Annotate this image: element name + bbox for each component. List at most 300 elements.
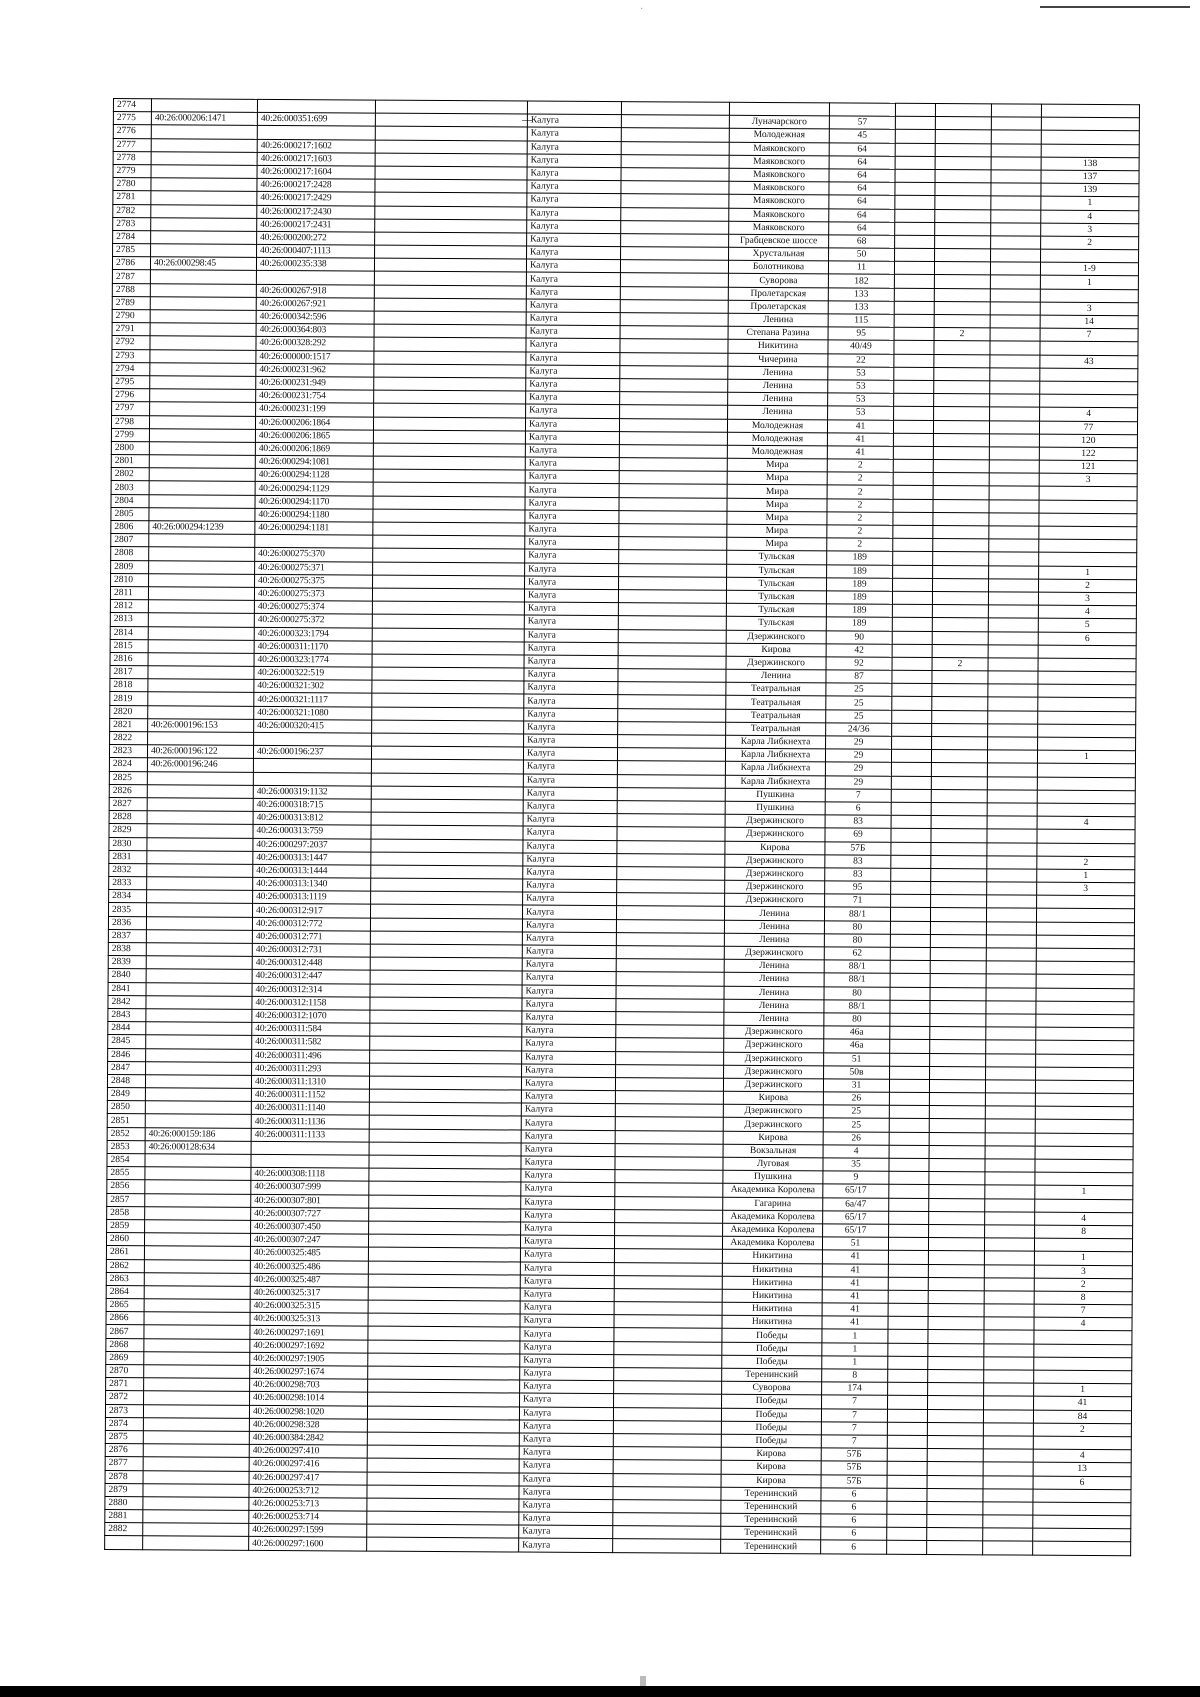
cadastral-number: 40:26:000298:1020 — [249, 1405, 367, 1419]
apartment-number: 1 — [1034, 1383, 1132, 1397]
row-number: 2822 — [110, 731, 148, 744]
city: Калуга — [520, 1248, 614, 1262]
cadastral-number: 40:26:000297:410 — [249, 1444, 367, 1458]
old-cadastral-number — [146, 1022, 252, 1036]
empty-cell — [889, 1171, 929, 1184]
street: Дзержинского — [724, 1039, 824, 1053]
empty-cell — [372, 614, 524, 628]
house-number: 95 — [828, 327, 894, 341]
row-number: 2783 — [113, 217, 151, 230]
building-number — [929, 1119, 985, 1133]
empty-cell — [893, 446, 933, 459]
building-number — [930, 1000, 986, 1014]
empty-cell — [371, 865, 523, 879]
empty-cell — [373, 535, 525, 549]
row-number: 2810 — [111, 573, 149, 586]
empty-cell — [894, 380, 934, 393]
cadastral-number — [251, 1141, 369, 1155]
empty-cell — [985, 1093, 1035, 1106]
old-cadastral-number — [150, 336, 256, 350]
empty-cell — [617, 801, 725, 815]
old-cadastral-number — [151, 165, 257, 179]
city: Калуга — [523, 826, 617, 840]
house-number: 46а — [824, 1026, 890, 1040]
cadastral-number: 40:26:000311:582 — [252, 1036, 370, 1050]
cadastral-number: 40:26:000312:771 — [252, 930, 370, 944]
house-number: 88/1 — [824, 907, 890, 921]
city: Калуга — [521, 1156, 615, 1170]
street: Мира — [727, 524, 827, 538]
empty-cell — [986, 1067, 1036, 1080]
row-number: 2786 — [112, 257, 150, 270]
house-number: 83 — [825, 868, 891, 882]
building-number — [929, 1106, 985, 1120]
city: Калуга — [525, 418, 619, 432]
building-number — [927, 1422, 983, 1436]
empty-cell — [616, 919, 724, 933]
house-number: 7 — [821, 1422, 887, 1436]
empty-cell — [894, 301, 934, 314]
house-number: 8 — [822, 1369, 888, 1383]
empty-cell — [895, 196, 935, 209]
empty-cell — [613, 1473, 721, 1487]
empty-cell — [375, 179, 527, 193]
empty-cell — [619, 576, 727, 590]
empty-cell — [616, 998, 724, 1012]
apartment-number — [1040, 381, 1138, 395]
row-number: 2825 — [109, 771, 147, 784]
street: Никитина — [722, 1302, 822, 1316]
empty-cell — [892, 618, 932, 631]
apartment-number: 1-9 — [1040, 262, 1138, 276]
building-number — [933, 499, 989, 513]
cadastral-number: 40:26:000298:1014 — [250, 1392, 368, 1406]
building-number — [934, 394, 990, 408]
apartment-number — [1040, 289, 1138, 303]
empty-cell — [372, 654, 524, 668]
empty-cell — [890, 947, 930, 960]
row-number: 2836 — [108, 916, 146, 929]
old-cadastral-number — [149, 481, 255, 495]
apartment-number — [1039, 526, 1137, 540]
empty-cell — [891, 802, 931, 815]
old-cadastral-number — [150, 402, 256, 416]
old-cadastral-number — [144, 1352, 250, 1366]
street: Суворова — [728, 274, 828, 288]
house-number: 6 — [821, 1501, 887, 1515]
empty-cell — [895, 248, 935, 261]
empty-cell — [985, 1212, 1035, 1225]
empty-cell — [983, 1462, 1033, 1475]
building-number: 2 — [932, 657, 988, 671]
apartment-number — [1038, 658, 1136, 672]
empty-cell — [615, 1170, 723, 1184]
empty-cell — [893, 486, 933, 499]
street: Луговая — [723, 1157, 823, 1171]
cadastral-number: 40:26:000325:487 — [250, 1273, 368, 1287]
empty-cell — [621, 141, 729, 155]
street: Кирова — [725, 841, 825, 855]
empty-cell — [890, 1066, 930, 1079]
street: Дзержинского — [725, 814, 825, 828]
empty-cell — [368, 1313, 520, 1327]
empty-cell — [373, 483, 525, 497]
empty-cell — [617, 814, 725, 828]
street: Тульская — [727, 564, 827, 578]
row-number: 2862 — [106, 1259, 144, 1272]
street: Дзержинского — [723, 1104, 823, 1118]
empty-cell — [370, 970, 522, 984]
city: Калуга — [524, 629, 618, 643]
apartment-number: 2 — [1041, 236, 1139, 250]
city: Калуга — [522, 985, 616, 999]
empty-cell — [990, 302, 1040, 315]
old-cadastral-number — [143, 1536, 249, 1550]
empty-cell — [985, 1198, 1035, 1211]
empty-cell — [614, 1328, 722, 1342]
empty-cell — [983, 1449, 1033, 1462]
old-cadastral-number — [148, 639, 254, 653]
building-number — [928, 1356, 984, 1370]
building-number — [935, 130, 991, 144]
house-number: 68 — [829, 235, 895, 249]
apartment-number — [1033, 1489, 1131, 1503]
city: Калуга — [523, 787, 617, 801]
empty-cell — [618, 616, 726, 630]
building-number — [929, 1159, 985, 1173]
empty-cell — [991, 223, 1041, 236]
house-number: 133 — [828, 287, 894, 301]
house-number: 57Б — [821, 1448, 887, 1462]
street: Вокзальная — [723, 1144, 823, 1158]
street: Мира — [727, 498, 827, 512]
street: Мира — [727, 511, 827, 525]
house-number: 189 — [826, 604, 892, 618]
empty-cell — [373, 575, 525, 589]
city: Калуга — [523, 760, 617, 774]
old-cadastral-number — [150, 270, 256, 284]
empty-cell — [367, 1511, 519, 1525]
empty-cell — [368, 1379, 520, 1393]
empty-cell — [989, 434, 1039, 447]
apartment-number: 2 — [1034, 1278, 1132, 1292]
cadastral-number: 40:26:000297:1905 — [250, 1352, 368, 1366]
empty-cell — [369, 1208, 521, 1222]
empty-cell — [893, 473, 933, 486]
city: Калуга — [523, 774, 617, 788]
empty-cell — [985, 1132, 1035, 1145]
empty-cell — [984, 1383, 1034, 1396]
apartment-number: 121 — [1039, 460, 1137, 474]
city: Калуга — [522, 971, 616, 985]
street: Дзержинского — [726, 630, 826, 644]
street: Победы — [721, 1421, 821, 1435]
empty-cell — [988, 697, 1038, 710]
empty-cell — [374, 403, 526, 417]
apartment-number: 4 — [1038, 605, 1136, 619]
cadastral-number: 40:26:000253:712 — [249, 1484, 367, 1498]
empty-cell — [619, 471, 727, 485]
apartment-number: 4 — [1034, 1317, 1132, 1331]
city: Калуга — [525, 510, 619, 524]
house-number: 46а — [824, 1039, 890, 1053]
empty-cell — [989, 513, 1039, 526]
empty-cell — [614, 1368, 722, 1382]
empty-cell — [616, 972, 724, 986]
empty-cell — [614, 1381, 722, 1395]
house-number: 22 — [828, 353, 894, 367]
building-number — [934, 367, 990, 381]
apartment-number — [1036, 922, 1134, 936]
cadastral-number: 40:26:000325:313 — [250, 1313, 368, 1327]
city: Калуга — [527, 114, 621, 128]
empty-cell — [887, 1475, 927, 1488]
cadastral-number: 40:26:000206:1865 — [255, 429, 373, 443]
empty-cell — [368, 1274, 520, 1288]
old-cadastral-number — [147, 890, 253, 904]
empty-cell — [368, 1261, 520, 1275]
empty-cell — [368, 1287, 520, 1301]
row-number: 2874 — [105, 1417, 143, 1430]
street: Мира — [727, 485, 827, 499]
house-number: 189 — [826, 591, 892, 605]
cadastral-number — [253, 759, 371, 773]
house-number: 41 — [822, 1263, 888, 1277]
empty-cell — [983, 1541, 1033, 1554]
row-number — [105, 1536, 143, 1549]
empty-cell — [613, 1460, 721, 1474]
row-number: 2799 — [111, 428, 149, 441]
cadastral-number — [251, 1154, 369, 1168]
empty-cell — [370, 931, 522, 945]
house-number: 189 — [827, 578, 893, 592]
cadastral-number: 40:26:000312:448 — [252, 957, 370, 971]
building-number — [935, 183, 991, 197]
empty-cell — [621, 220, 729, 234]
cadastral-number: 40:26:000311:1170 — [254, 640, 372, 654]
old-cadastral-number — [148, 600, 254, 614]
cadastral-number — [255, 535, 373, 549]
apartment-number — [1034, 1331, 1132, 1345]
empty-cell — [374, 272, 526, 286]
house-number: 7 — [825, 789, 891, 803]
apartment-number — [1037, 843, 1135, 857]
empty-cell — [889, 1106, 929, 1119]
apartment-number: 120 — [1039, 434, 1137, 448]
old-cadastral-number — [143, 1457, 249, 1471]
apartment-number: 2 — [1033, 1423, 1131, 1437]
city: Калуга — [520, 1327, 614, 1341]
empty-cell — [619, 484, 727, 498]
apartment-number — [1034, 1238, 1132, 1252]
street: Пролетарская — [728, 300, 828, 314]
empty-cell — [887, 1514, 927, 1527]
house-number: 95 — [825, 881, 891, 895]
empty-cell — [887, 1528, 927, 1541]
cadastral-number: 40:26:000312:447 — [252, 970, 370, 984]
building-number — [927, 1435, 983, 1449]
row-number: 2795 — [112, 375, 150, 388]
apartment-number: 8 — [1035, 1225, 1133, 1239]
building-number — [929, 1145, 985, 1159]
empty-cell — [983, 1515, 1033, 1528]
row-number: 2860 — [106, 1233, 144, 1246]
empty-cell — [893, 512, 933, 525]
building-number — [932, 697, 988, 711]
old-cadastral-number — [148, 705, 254, 719]
apartment-number — [1035, 1093, 1133, 1107]
apartment-number — [1036, 935, 1134, 949]
row-number: 2787 — [112, 270, 150, 283]
empty-cell — [616, 959, 724, 973]
empty-cell — [619, 418, 727, 432]
apartment-number: 1 — [1035, 1186, 1133, 1200]
row-number: 2867 — [106, 1325, 144, 1338]
old-cadastral-number — [147, 903, 253, 917]
street: Карла Либкнехта — [725, 748, 825, 762]
old-cadastral-number: 40:26:000196:246 — [147, 758, 253, 772]
empty-cell — [373, 456, 525, 470]
building-number — [927, 1475, 983, 1489]
old-cadastral-number: 40:26:000128:634 — [145, 1141, 251, 1155]
old-cadastral-number — [143, 1483, 249, 1497]
city: Калуга — [521, 1077, 615, 1091]
apartment-number — [1041, 104, 1139, 118]
row-number: 2852 — [107, 1127, 145, 1140]
street: Теренинский — [721, 1526, 821, 1540]
building-number — [928, 1383, 984, 1397]
house-number: 189 — [827, 564, 893, 578]
house-number: 50 — [829, 248, 895, 262]
empty-cell — [619, 431, 727, 445]
empty-cell — [619, 510, 727, 524]
empty-cell — [892, 591, 932, 604]
street: Пушкина — [725, 788, 825, 802]
row-number: 2832 — [109, 863, 147, 876]
house-number: 65/17 — [823, 1224, 889, 1238]
empty-cell — [991, 209, 1041, 222]
empty-cell — [613, 1447, 721, 1461]
street: Ленина — [724, 973, 824, 987]
empty-cell — [614, 1275, 722, 1289]
street: Никитина — [728, 340, 828, 354]
house-number: 80 — [824, 934, 890, 948]
row-number: 2835 — [109, 903, 147, 916]
empty-cell — [618, 669, 726, 683]
street: Дзержинского — [723, 1118, 823, 1132]
empty-cell — [987, 776, 1037, 789]
apartment-number: 6 — [1038, 632, 1136, 646]
apartment-number — [1036, 909, 1134, 923]
row-number: 2793 — [112, 349, 150, 362]
empty-cell — [371, 852, 523, 866]
empty-cell — [613, 1499, 721, 1513]
empty-cell — [618, 708, 726, 722]
building-number — [931, 842, 987, 856]
empty-cell — [369, 1102, 521, 1116]
row-number: 2855 — [107, 1167, 145, 1180]
cadastral-number: 40:26:000275:372 — [254, 614, 372, 628]
old-cadastral-number — [144, 1286, 250, 1300]
empty-cell — [370, 1023, 522, 1037]
empty-cell — [374, 337, 526, 351]
empty-cell — [371, 825, 523, 839]
street: Суворова — [722, 1381, 822, 1395]
street: Карла Либкнехта — [725, 775, 825, 789]
apartment-number — [1039, 513, 1137, 527]
city: Калуга — [522, 945, 616, 959]
building-number — [930, 974, 986, 988]
cadastral-number: 40:26:000351:699 — [257, 113, 375, 127]
street: Карла Либкнехта — [725, 762, 825, 776]
row-number: 2808 — [111, 547, 149, 560]
empty-cell — [375, 232, 527, 246]
row-number: 2815 — [110, 639, 148, 652]
street: Маяковского — [729, 181, 829, 195]
empty-cell — [891, 881, 931, 894]
apartment-number — [1034, 1344, 1132, 1358]
empty-cell — [369, 1155, 521, 1169]
empty-cell — [615, 1183, 723, 1197]
empty-cell — [988, 684, 1038, 697]
cadastral-number: 40:26:000297:1600 — [249, 1537, 367, 1551]
empty-cell — [890, 1040, 930, 1053]
empty-cell — [616, 1051, 724, 1065]
house-number: 7 — [821, 1408, 887, 1422]
cadastral-number: 40:26:000235:338 — [256, 258, 374, 272]
house-number: 57Б — [821, 1461, 887, 1475]
apartment-number: 4 — [1041, 210, 1139, 224]
city: Калуга — [521, 1116, 615, 1130]
street: Победы — [722, 1395, 822, 1409]
city: Калуга — [522, 958, 616, 972]
street: Карла Либкнехта — [726, 735, 826, 749]
old-cadastral-number — [150, 362, 256, 376]
house-number: 51 — [824, 1052, 890, 1066]
empty-cell — [371, 839, 523, 853]
street: Кирова — [723, 1131, 823, 1145]
empty-cell — [989, 420, 1039, 433]
row-number: 2781 — [113, 191, 151, 204]
empty-cell — [617, 880, 725, 894]
old-cadastral-number: 40:26:000159:186 — [145, 1127, 251, 1141]
street: Дзержинского — [725, 880, 825, 894]
apartment-number — [1033, 1515, 1131, 1529]
old-cadastral-number — [150, 283, 256, 297]
empty-cell — [375, 192, 527, 206]
cadastral-number: 40:26:000231:949 — [256, 376, 374, 390]
empty-cell — [988, 618, 1038, 631]
empty-cell — [985, 1106, 1035, 1119]
street: Победы — [722, 1342, 822, 1356]
empty-cell — [368, 1366, 520, 1380]
street: Победы — [721, 1434, 821, 1448]
house-number: 7 — [822, 1395, 888, 1409]
empty-cell — [614, 1249, 722, 1263]
city: Калуга — [522, 905, 616, 919]
city: Калуга — [523, 892, 617, 906]
empty-cell — [985, 1146, 1035, 1159]
building-number — [928, 1277, 984, 1291]
cadastral-number: 40:26:000307:801 — [251, 1194, 369, 1208]
row-number: 2831 — [109, 850, 147, 863]
empty-cell — [620, 365, 728, 379]
apartment-number — [1036, 1001, 1134, 1015]
empty-cell — [620, 313, 728, 327]
street: Маяковского — [729, 221, 829, 235]
street: Кирова — [726, 643, 826, 657]
old-cadastral-number — [146, 943, 252, 957]
